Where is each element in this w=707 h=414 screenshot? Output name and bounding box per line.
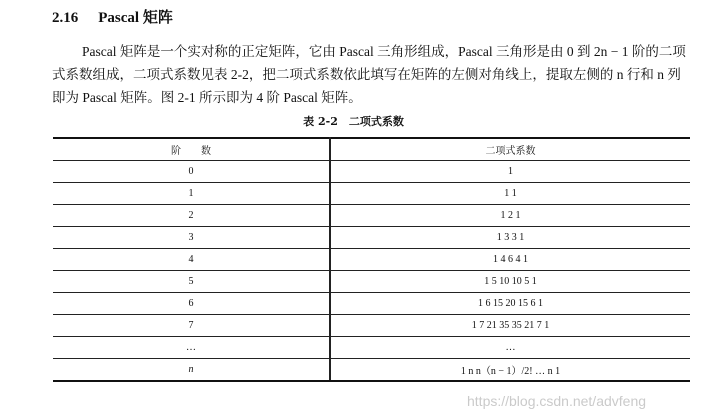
coefficients-cell: 1 5 10 10 5 1 — [330, 271, 690, 293]
table-row — [53, 293, 690, 315]
watermark: https://blog.csdn.net/advfeng — [467, 393, 647, 409]
binomial-table — [53, 137, 690, 382]
order-cell: 3 — [53, 227, 330, 249]
table-row — [53, 271, 690, 293]
coefficients-cell: 1 — [330, 161, 690, 183]
order-cell: 0 — [53, 161, 330, 183]
order-cell: 5 — [53, 271, 330, 293]
coefficients-cell: 1 1 — [330, 183, 690, 205]
coefficients-cell: 二项式系数 — [330, 138, 690, 161]
order-cell: 6 — [53, 293, 330, 315]
body-paragraph — [52, 40, 692, 109]
table-row — [53, 337, 690, 359]
order-cell: 1 — [53, 183, 330, 205]
coefficients-cell: 1 n n（n − 1）/2! … n 1 — [330, 359, 690, 382]
table-row — [53, 359, 690, 382]
section-number: 2.16 — [52, 10, 79, 26]
coefficients-cell: 1 2 1 — [330, 205, 690, 227]
order-cell: 2 — [53, 205, 330, 227]
table-row — [53, 205, 690, 227]
table-caption: 表 2-2 二项式系数 — [303, 115, 404, 128]
order-cell: … — [53, 337, 330, 359]
coefficients-cell: 1 6 15 20 15 6 1 — [330, 293, 690, 315]
table-row — [53, 161, 690, 183]
section-heading — [52, 6, 173, 27]
table-row — [53, 249, 690, 271]
order-cell: 7 — [53, 315, 330, 337]
coefficients-cell: … — [330, 337, 690, 359]
coefficients-cell: 1 4 6 4 1 — [330, 249, 690, 271]
section-title: Pascal 矩阵 — [98, 10, 173, 26]
order-cell: n — [53, 359, 330, 382]
table-row — [53, 227, 690, 249]
order-cell: 阶 数 — [53, 138, 330, 161]
coefficients-cell: 1 3 3 1 — [330, 227, 690, 249]
table-row — [53, 183, 690, 205]
paragraph-text: Pascal 矩阵是一个实对称的正定矩阵，它由 Pascal 三角形组成，Pascal 三角形是由 0 到 2n − 1 阶的二项式系数组成，二项式系数见表 2-2，把二项式系数依此填写在矩阵的左侧对角线上，提取左侧的 n 行和 n 列即为 Pascal 矩阵。图 2-1 所示即为 4 阶 Pascal 矩阵。 — [52, 44, 686, 105]
table-row — [53, 315, 690, 337]
table-header-row — [53, 138, 690, 161]
order-cell: 4 — [53, 249, 330, 271]
coefficients-cell: 1 7 21 35 35 21 7 1 — [330, 315, 690, 337]
